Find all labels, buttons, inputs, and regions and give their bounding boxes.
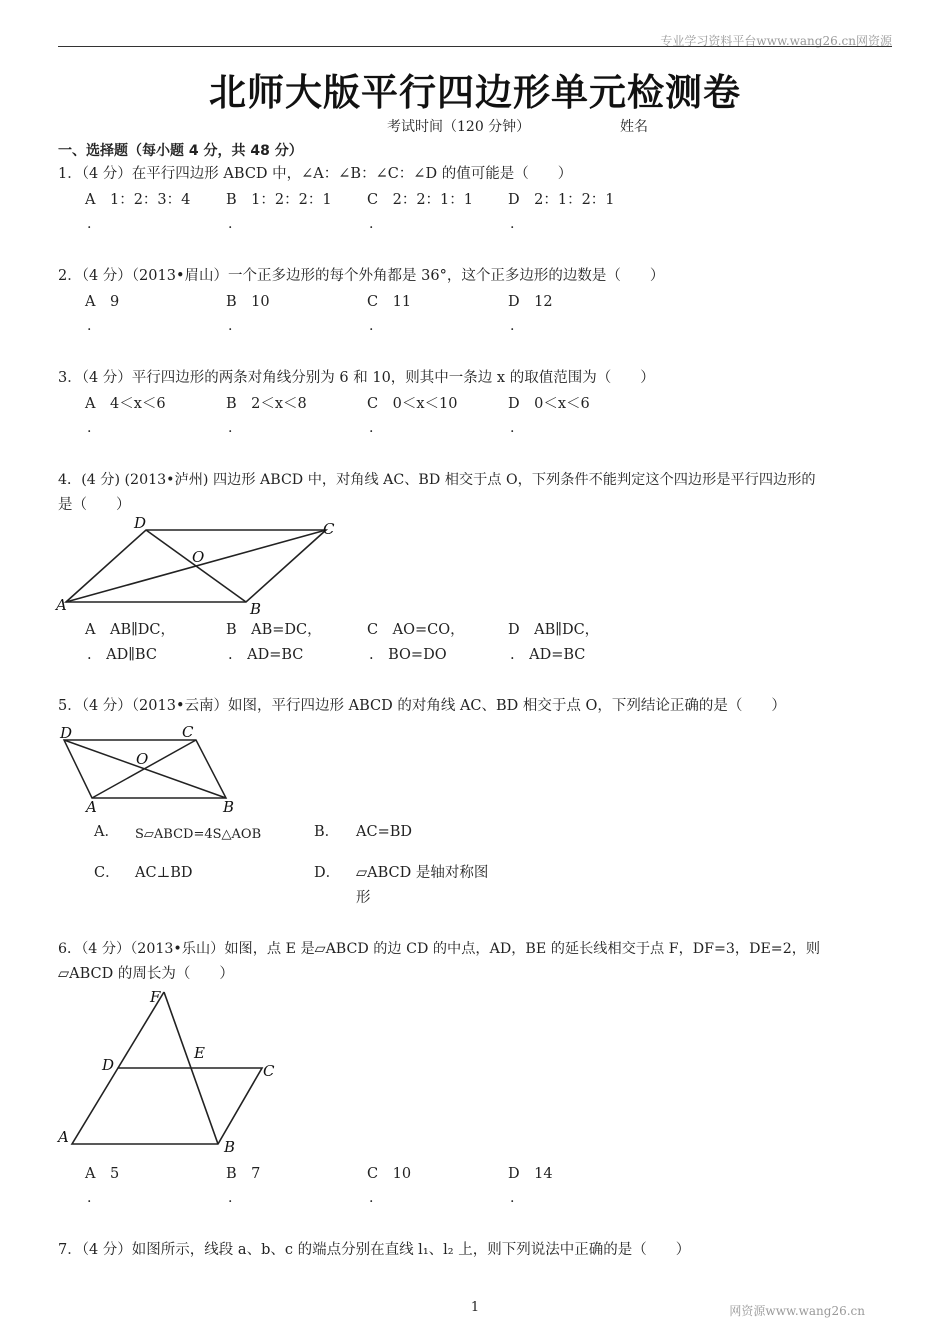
dot: .	[369, 420, 374, 436]
question-4-line2: 是（ ）	[58, 497, 131, 513]
dot: .	[87, 318, 92, 334]
q4-label-a: A	[56, 596, 67, 614]
dot: .	[510, 420, 515, 436]
q2-option-d: D 12	[508, 294, 553, 310]
question-1: 1．（4 分）在平行四边形 ABCD 中，∠A：∠B：∠C：∠D 的值可能是（ ）	[58, 166, 573, 182]
q6-label-a: A	[58, 1128, 69, 1146]
question-2: 2．（4 分）（2013•眉山）一个正多边形的每个外角都是 36°，这个正多边形的边数是（ ）	[58, 268, 665, 284]
q5-option-d-line1: ▱ABCD 是轴对称图	[356, 865, 489, 881]
dot: .	[510, 1190, 515, 1206]
q1-option-a: A 1：2：3：4	[85, 192, 191, 208]
q3-option-d: D 0＜x＜6	[508, 396, 590, 412]
q4-option-c-line1: C AO=CO，	[367, 622, 465, 638]
page-title: 北师大版平行四边形单元检测卷	[209, 71, 741, 114]
dot: .	[87, 216, 92, 232]
header-site: 专业学习资料平台www.wang26.cn网资源	[660, 34, 892, 48]
q6-option-d: D 14	[508, 1166, 553, 1182]
dot: .	[228, 318, 233, 334]
q5-option-d-line2: 形	[356, 890, 371, 906]
q4-label-d: D	[134, 514, 147, 532]
dot: .	[87, 420, 92, 436]
q4-option-a-line1: A AB∥DC，	[85, 622, 176, 638]
dot: .	[87, 1190, 92, 1206]
q5-option-a-label: A．	[94, 824, 119, 840]
q5-label-c: C	[182, 723, 194, 741]
dot: .	[228, 1190, 233, 1206]
q6-label-e: E	[194, 1044, 205, 1062]
q4-option-b-line2: . AD=BC	[228, 647, 304, 663]
footer-source: 网资源www.wang26.cn	[729, 1304, 865, 1318]
dot: .	[369, 1190, 374, 1206]
dot: .	[510, 318, 515, 334]
q6-option-b: B 7	[226, 1166, 261, 1182]
q6-label-f: F	[150, 988, 161, 1006]
q6-option-c: C 10	[367, 1166, 412, 1182]
q2-option-c: C 11	[367, 294, 412, 310]
question-4-line1: 4．(4 分) (2013•泸州) 四边形 ABCD 中，对角线 AC、BD 相交于点 O，下列条件不能判定这个四边形是平行四边形的	[58, 472, 816, 488]
q4-option-a-line2: . AD∥BC	[87, 647, 157, 663]
dot: .	[369, 216, 374, 232]
dot: .	[369, 318, 374, 334]
q6-label-d: D	[102, 1056, 115, 1074]
q4-option-b-line1: B AB=DC，	[226, 622, 322, 638]
q4-label-c: C	[323, 520, 335, 538]
q5-label-d: D	[60, 724, 73, 742]
name-label: 姓名	[620, 119, 648, 135]
q3-option-c: C 0＜x＜10	[367, 396, 458, 412]
q5-label-a: A	[86, 798, 97, 816]
q6-figure	[54, 986, 286, 1160]
q6-option-a: A 5	[85, 1166, 120, 1182]
q5-option-b: AC=BD	[356, 824, 412, 840]
q2-option-a: A 9	[85, 294, 120, 310]
question-6-line2: ▱ABCD 的周长为（ ）	[58, 966, 234, 982]
q1-option-c: C 2：2：1：1	[367, 192, 473, 208]
dot: .	[228, 216, 233, 232]
q5-option-a: S▱ABCD=4S△AOB	[135, 827, 262, 842]
q5-label-b: B	[223, 798, 235, 816]
q3-option-a: A 4＜x＜6	[85, 396, 166, 412]
q5-option-c-label: C．	[94, 865, 120, 881]
q4-parallelogram-figure	[54, 514, 344, 616]
q5-parallelogram-figure	[56, 722, 246, 816]
question-7: 7．（4 分）如图所示，线段 a、b、c 的端点分别在直线 l₁、l₂ 上，则下列说法中正确的是（ ）	[58, 1242, 691, 1258]
exam-time: 考试时间（120 分钟）	[387, 119, 531, 135]
question-5: 5．（4 分）（2013•云南）如图，平行四边形 ABCD 的对角线 AC、BD 相交于点 O，下列结论正确的是（ ）	[58, 698, 786, 714]
q5-option-d-label: D．	[314, 865, 341, 881]
q6-label-c: C	[263, 1062, 275, 1080]
q3-option-b: B 2＜x＜8	[226, 396, 307, 412]
q2-option-b: B 10	[226, 294, 270, 310]
q4-option-c-line2: . BO=DO	[369, 647, 447, 663]
q5-option-c: AC⊥BD	[135, 865, 193, 881]
q1-option-b: B 1：2：2：1	[226, 192, 332, 208]
q4-label-b: B	[250, 600, 262, 616]
header-rule	[58, 46, 892, 47]
question-3: 3．（4 分）平行四边形的两条对角线分别为 6 和 10，则其中一条边 x 的取值范围为（ ）	[58, 370, 655, 386]
q4-option-d-line1: D AB∥DC，	[508, 622, 600, 638]
q5-option-b-label: B．	[314, 824, 340, 840]
q6-label-b: B	[224, 1138, 236, 1156]
question-6-line1: 6．（4 分）（2013•乐山）如图，点 E 是▱ABCD 的边 CD 的中点，AD，BE 的延长线相交于点 F，DF=3，DE=2，则	[58, 941, 821, 957]
dot: .	[510, 216, 515, 232]
dot: .	[228, 420, 233, 436]
q5-label-o: O	[136, 750, 149, 768]
q4-option-d-line2: . AD=BC	[510, 647, 586, 663]
section-heading: 一、选择题（每小题 4 分，共 48 分）	[58, 143, 303, 159]
page-number: 1	[470, 1300, 480, 1315]
q4-label-o: O	[192, 548, 205, 566]
q1-option-d: D 2：1：2：1	[508, 192, 615, 208]
q6-parallelogram	[72, 1068, 262, 1144]
q4-diagonal-bd	[146, 530, 246, 602]
